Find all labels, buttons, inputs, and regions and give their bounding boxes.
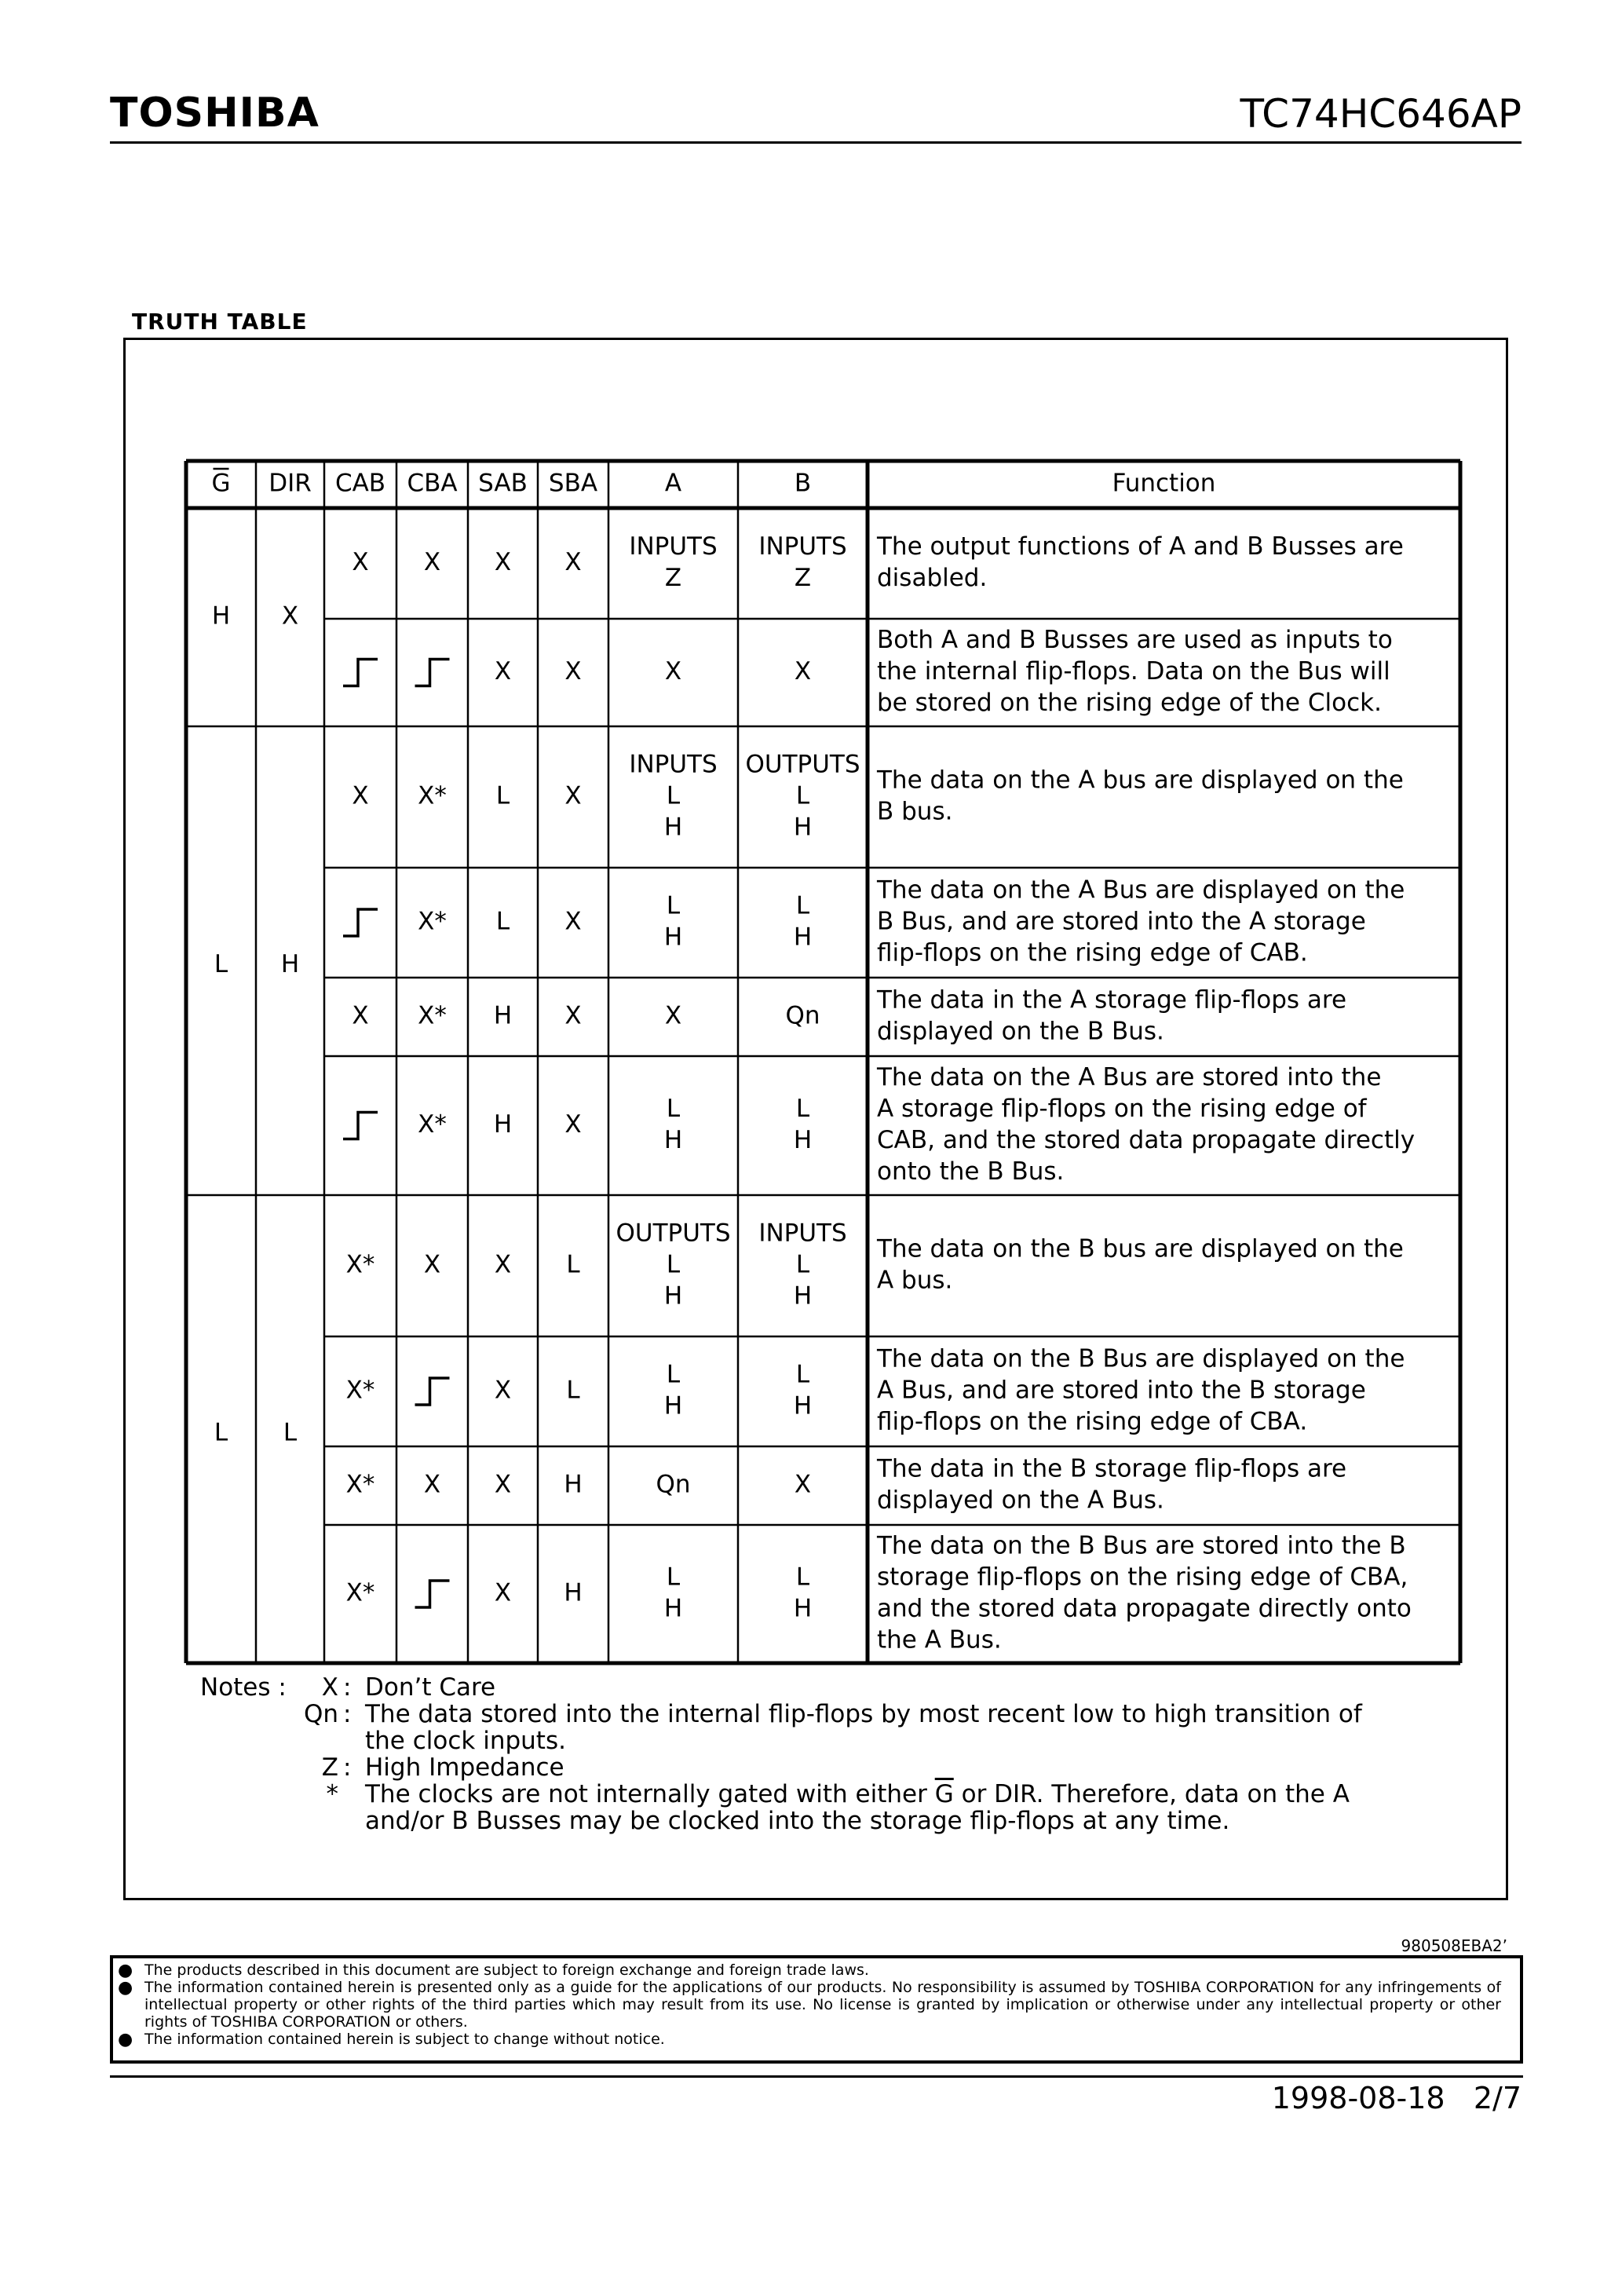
sab-cell: X xyxy=(494,548,512,576)
sba-cell: X xyxy=(564,1110,582,1139)
a-cell: L xyxy=(666,1563,681,1592)
rising-edge-icon xyxy=(343,909,378,936)
function-cell: Both A and B Busses are used as inputs to xyxy=(877,626,1393,654)
b-cell: H xyxy=(793,813,813,842)
function-cell: disabled. xyxy=(877,564,988,592)
function-cell: The data in the A storage flip-flops are xyxy=(877,985,1347,1015)
a-cell: L xyxy=(666,781,681,810)
legal-notice-box xyxy=(110,1955,1523,2064)
function-cell: CAB, and the stored data propagate directly xyxy=(877,1126,1416,1154)
b-cell: H xyxy=(793,1126,813,1154)
rising-edge-icon xyxy=(415,660,450,686)
function-cell: B bus. xyxy=(877,797,953,826)
function-cell: B Bus, and are stored into the A storage xyxy=(877,907,1366,936)
note-colon: : xyxy=(343,1753,352,1782)
note-key-x: X xyxy=(321,1673,338,1702)
a-cell: INPUTS xyxy=(629,532,718,561)
sba-cell: X xyxy=(564,548,582,576)
sba-cell: H xyxy=(564,1470,583,1499)
function-cell: The data on the A Bus are stored into the xyxy=(877,1063,1382,1091)
cba-cell: X xyxy=(423,548,441,576)
function-cell: The data on the A bus are displayed on the xyxy=(877,766,1404,795)
function-cell: The data in the B storage flip-flops are xyxy=(877,1454,1347,1483)
sab-cell: X xyxy=(494,657,512,686)
note-text-qn-1: The data stored into the internal flip-flops by most recent low to high transition of xyxy=(365,1700,1362,1728)
function-cell: displayed on the A Bus. xyxy=(877,1486,1164,1515)
function-cell: flip-flops on the rising edge of CBA. xyxy=(877,1407,1308,1436)
note-key-star: * xyxy=(326,1780,338,1808)
rising-edge-icon xyxy=(415,1378,450,1405)
a-cell: Z xyxy=(664,564,682,592)
note-text-star-1: The clocks are not internally gated with either $\overline{G}$ or DIR. Therefore, data on the A xyxy=(365,1780,1350,1808)
column-header: A xyxy=(664,469,682,498)
section-title: TRUTH TABLE xyxy=(132,309,308,335)
function-cell: the internal flip-flops. Data on the Bus will xyxy=(877,657,1390,686)
cab-cell: X xyxy=(352,1001,369,1030)
sba-cell: X xyxy=(564,907,582,936)
function-cell: A Bus, and are stored into the B storage xyxy=(877,1376,1366,1405)
function-cell: The data on the B Bus are stored into the B xyxy=(877,1531,1406,1560)
sab-cell: H xyxy=(493,1001,513,1030)
dir-cell: H xyxy=(280,950,300,978)
part-number: TC74HC646AP xyxy=(1240,91,1522,137)
dir-cell: L xyxy=(283,1418,298,1447)
b-cell: H xyxy=(793,1594,813,1623)
notes-label: Notes : xyxy=(200,1673,287,1702)
sba-cell: X xyxy=(564,1001,582,1030)
sab-cell: X xyxy=(494,1470,512,1499)
b-cell: L xyxy=(795,781,810,810)
column-header: SBA xyxy=(548,469,598,498)
g-bar-label: $\overline{G}$ xyxy=(934,1780,954,1808)
a-cell: L xyxy=(666,891,681,920)
column-header: CAB xyxy=(334,469,386,498)
a-cell: OUTPUTS xyxy=(616,1219,731,1248)
dir-cell: X xyxy=(281,601,299,631)
a-cell: Qn xyxy=(656,1470,691,1499)
cba-cell: X* xyxy=(418,907,447,936)
column-header: G xyxy=(211,469,231,498)
g-cell: L xyxy=(214,1418,228,1447)
b-cell: L xyxy=(795,1250,810,1279)
sba-cell: X xyxy=(564,781,582,810)
a-cell: H xyxy=(663,1126,683,1154)
sab-cell: X xyxy=(494,1578,512,1607)
function-cell: and the stored data propagate directly onto xyxy=(877,1594,1412,1623)
b-cell: L xyxy=(795,1563,810,1592)
sab-cell: L xyxy=(495,781,510,810)
note-colon: : xyxy=(343,1700,352,1728)
column-header: SAB xyxy=(478,469,528,498)
legal-item: ● The information contained herein is presented only as a guide for the applications of our products. No responsibility is assumed by TOSHIBA CORPORATION for any infringements of intellectual property or other rights of the third parties which may result from its use. No license is granted by implication or otherwise under any intellectual property or other rights of TOSHIBA CORPORATION or others. xyxy=(118,1978,1501,2031)
footer-rule xyxy=(110,2075,1523,2078)
a-cell: INPUTS xyxy=(629,750,718,779)
cab-cell: X xyxy=(352,548,369,576)
a-cell: X xyxy=(664,657,682,686)
rising-edge-icon xyxy=(343,660,378,686)
function-cell: The data on the B bus are displayed on the xyxy=(877,1234,1404,1263)
function-cell: the A Bus. xyxy=(877,1625,1002,1654)
function-cell: The output functions of A and B Busses are xyxy=(877,532,1404,561)
document-code: 980508EBA2’ xyxy=(1401,1936,1507,1955)
rising-edge-icon xyxy=(343,1113,378,1139)
b-cell: X xyxy=(794,657,812,686)
a-cell: L xyxy=(666,1360,681,1389)
cab-cell: X* xyxy=(345,1470,375,1499)
cba-cell: X xyxy=(423,1250,441,1279)
a-cell: H xyxy=(663,813,683,842)
b-cell: INPUTS xyxy=(758,532,847,561)
footer-date: 1998-08-18 xyxy=(1271,2081,1445,2115)
cab-cell: X* xyxy=(345,1376,375,1405)
bullet-icon: ● xyxy=(118,1961,133,1980)
function-cell: be stored on the rising edge of the Clock. xyxy=(877,689,1382,717)
cba-cell: X* xyxy=(418,1110,447,1139)
b-cell: Qn xyxy=(785,1001,820,1030)
function-cell: storage flip-flops on the rising edge of CBA, xyxy=(877,1563,1408,1592)
b-cell: Z xyxy=(794,564,812,592)
function-cell: The data on the B Bus are displayed on the xyxy=(877,1344,1405,1373)
a-cell: L xyxy=(666,1095,681,1123)
toshiba-logo: TOSHIBA xyxy=(110,90,320,137)
function-cell: A bus. xyxy=(877,1266,953,1295)
b-cell: H xyxy=(793,1391,813,1420)
function-cell: A storage flip-flops on the rising edge of xyxy=(877,1095,1367,1123)
sab-cell: H xyxy=(493,1110,513,1139)
column-header: CBA xyxy=(407,469,458,498)
page-number: 2/7 xyxy=(1473,2081,1522,2115)
legal-item: ● The products described in this document are subject to foreign exchange and foreign trade laws. xyxy=(118,1961,869,1980)
sba-cell: X xyxy=(564,657,582,686)
note-key-z: Z xyxy=(321,1753,338,1782)
note-text-x: Don’t Care xyxy=(365,1673,496,1702)
note-text-qn-2: the clock inputs. xyxy=(365,1727,566,1755)
b-cell: L xyxy=(795,1360,810,1389)
function-cell: onto the B Bus. xyxy=(877,1157,1065,1186)
a-cell: H xyxy=(663,1594,683,1623)
rising-edge-icon xyxy=(415,1581,450,1607)
cab-cell: X* xyxy=(345,1250,375,1279)
b-cell: H xyxy=(793,1281,813,1311)
legal-item: ● The information contained herein is subject to change without notice. xyxy=(118,2030,665,2049)
cba-cell: X* xyxy=(418,1001,447,1030)
note-text-star-2: and/or B Busses may be clocked into the storage flip-flops at any time. xyxy=(365,1807,1230,1835)
sab-cell: L xyxy=(495,907,510,936)
footer-date-page xyxy=(1272,2081,1522,2115)
note-key-qn: Qn xyxy=(303,1700,338,1728)
cba-cell: X xyxy=(423,1470,441,1499)
column-header: Function xyxy=(1112,469,1216,498)
b-cell: L xyxy=(795,1095,810,1123)
sab-cell: X xyxy=(494,1376,512,1405)
function-cell: The data on the A Bus are displayed on the xyxy=(877,876,1405,905)
bullet-icon: ● xyxy=(118,1978,133,1998)
sba-cell: L xyxy=(566,1250,580,1279)
b-cell: H xyxy=(793,923,813,952)
a-cell: X xyxy=(664,1001,682,1030)
cab-cell: X* xyxy=(345,1578,375,1607)
b-cell: X xyxy=(794,1470,812,1499)
a-cell: H xyxy=(663,1391,683,1420)
a-cell: H xyxy=(663,923,683,952)
column-header: B xyxy=(794,469,812,498)
cba-cell: X* xyxy=(418,781,447,810)
a-cell: H xyxy=(663,1281,683,1311)
column-header: DIR xyxy=(269,469,312,498)
g-cell: H xyxy=(211,601,231,631)
g-cell: L xyxy=(214,950,228,978)
a-cell: L xyxy=(666,1250,681,1279)
note-text-z: High Impedance xyxy=(365,1753,564,1782)
function-cell: flip-flops on the rising edge of CAB. xyxy=(877,938,1308,967)
sab-cell: X xyxy=(494,1250,512,1279)
b-cell: L xyxy=(795,891,810,920)
cab-cell: X xyxy=(352,781,369,810)
b-cell: OUTPUTS xyxy=(745,750,860,779)
b-cell: INPUTS xyxy=(758,1219,847,1248)
bullet-icon: ● xyxy=(118,2030,133,2049)
sba-cell: L xyxy=(566,1376,580,1405)
sba-cell: H xyxy=(564,1578,583,1607)
function-cell: displayed on the B Bus. xyxy=(877,1017,1164,1046)
note-colon: : xyxy=(343,1673,352,1702)
